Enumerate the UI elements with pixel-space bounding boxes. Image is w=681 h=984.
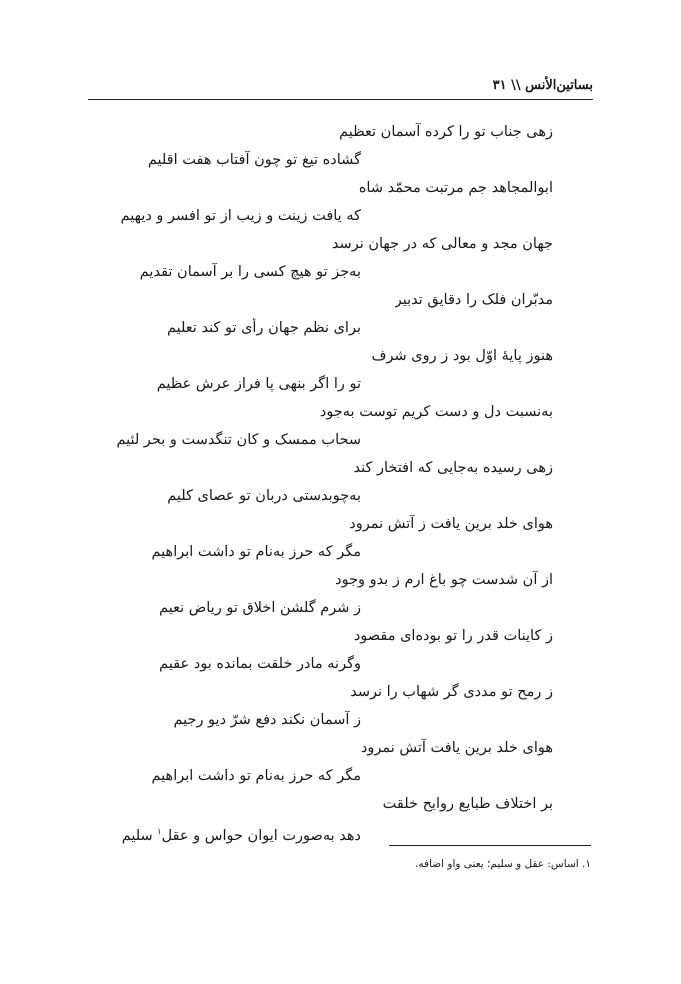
verse [0, 286, 681, 342]
footnote [415, 858, 591, 870]
hemistich-first: مدبّران فلک را دقایق تدبیر [394, 292, 553, 308]
footnote-marker: ۱ [157, 827, 162, 836]
hemistich-first: ز رمح تو مددی گر شهاب را نرسد [350, 684, 553, 700]
verse [0, 566, 681, 622]
hemistich-first: از آن شدست چو باغ ارم ز بدو وجود [335, 572, 553, 588]
footnote-separator [389, 845, 591, 846]
hemistich-first: جهان مجد و معالی که در جهان نرسد [331, 236, 553, 252]
hemistich-second: مگر که حرز به‌نام تو داشت ابراهیم [151, 544, 361, 560]
verse [0, 510, 681, 566]
verse [0, 342, 681, 398]
hemistich-second: برای نظم جهان رأی تو کند تعلیم [166, 320, 361, 336]
verse [0, 734, 681, 790]
verse [0, 790, 681, 846]
hemistich-second [122, 822, 361, 846]
hemistich-first: ابوالمجاهد جم مرتبت محمّد شاه [358, 180, 553, 196]
poem-body [0, 118, 681, 846]
hemistich-first: بر اختلاف طبایع روایح خلقت [382, 796, 553, 812]
hemistich-second: ز آسمان نکند دفع شرّ دیو رجیم [173, 712, 361, 728]
hemistich-second: مگر که حرز به‌نام تو داشت ابراهیم [151, 768, 361, 784]
hemistich-second: گشاده تیغ تو چون آفتاب هفت اقلیم [147, 152, 361, 168]
verse [0, 678, 681, 734]
hemistich-first: هنوز پایهٔ اوّل بود ز روی شرف [371, 348, 553, 364]
hemistich-first: ز کاینات قدر را تو بوده‌ای مقصود [353, 628, 553, 644]
hemistich-first: هوای خلد برین یافت ز آتش نمرود [349, 516, 553, 532]
running-title: بساتین‌الأنس \\ ۳۱ [492, 78, 593, 93]
verse [0, 230, 681, 286]
hemistich-text: دهد به‌صورت ایوان حواس و عقل [161, 827, 361, 844]
hemistich-first: به‌نسبت دل و دست کریم توست به‌جود [319, 404, 553, 420]
hemistich-second: که یافت زینت و زیب از تو افسر و دیهیم [120, 208, 361, 224]
footnote-number: ۱. [582, 858, 591, 870]
footnote-text: اساس: عقل و سلیم؛ یعنی واو اضافه. [415, 858, 579, 870]
hemistich-first: زهی رسیده به‌جایی که افتخار کند [353, 460, 553, 476]
hemistich-second: تو را اگر بنهی پا فراز عرش عظیم [156, 376, 361, 392]
hemistich-second: وگرنه مادر خلقت بمانده بود عقیم [159, 656, 361, 672]
running-header [88, 74, 593, 100]
verse [0, 454, 681, 510]
verse [0, 398, 681, 454]
hemistich-text-tail: سلیم [121, 827, 153, 844]
verse [0, 118, 681, 174]
hemistich-first: زهی جناب تو را کرده آسمان تعظیم [339, 124, 553, 140]
verse [0, 174, 681, 230]
header-rule [88, 99, 593, 100]
hemistich-second: ز شرم گلشن اخلاق تو ریاض نعیم [159, 600, 361, 616]
hemistich-second: به‌جز تو هیچ کسی را بر آسمان تقدیم [139, 264, 361, 280]
verse [0, 622, 681, 678]
hemistich-second: به‌چوبدستی دربان تو عصای کلیم [167, 488, 361, 504]
hemistich-first: هوای خلد برین یافت آتش نمرود [360, 740, 553, 756]
hemistich-second: سحاب ممسک و کان تنگدست و بحر لئیم [116, 432, 361, 448]
